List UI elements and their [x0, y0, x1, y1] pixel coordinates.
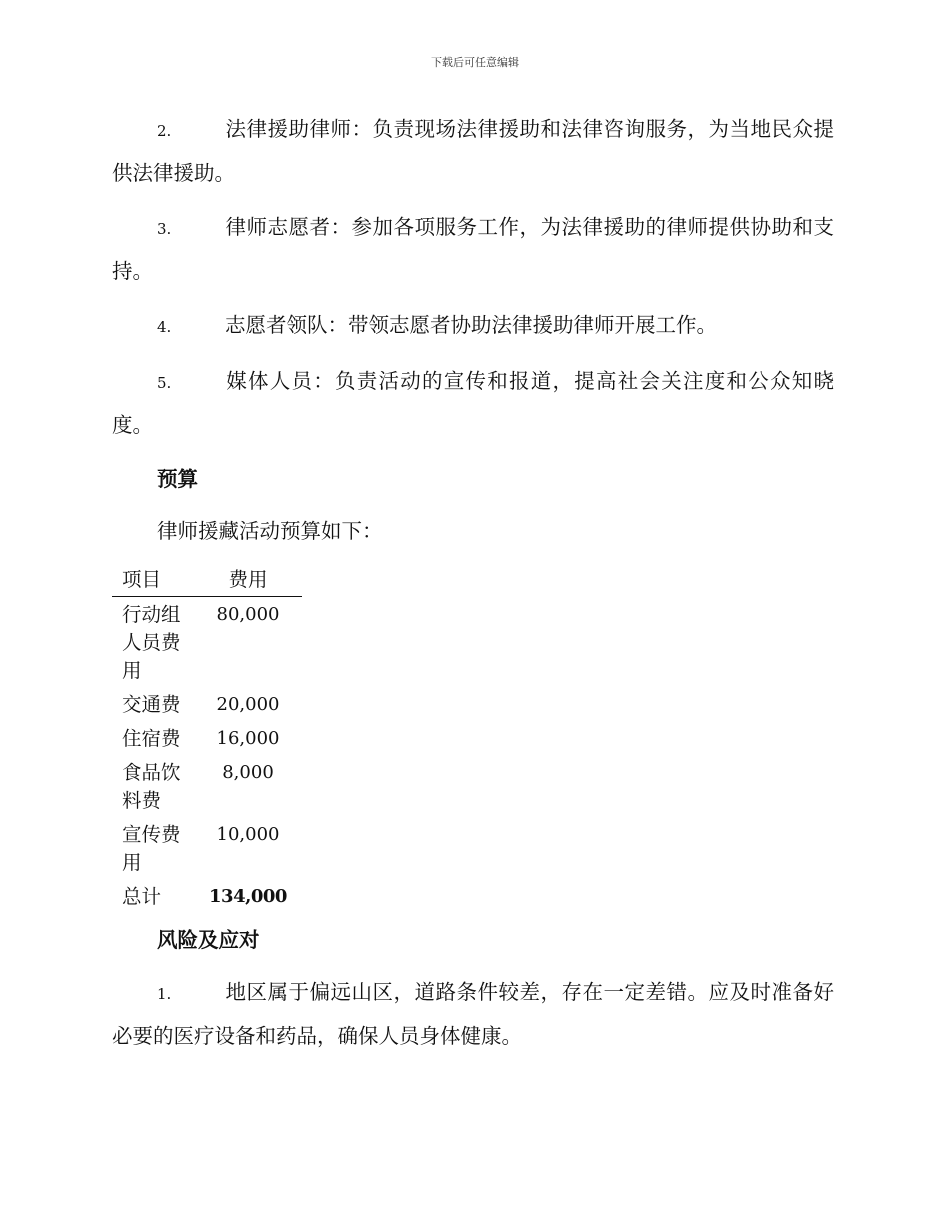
paragraph-text: 媒体人员：负责活动的宣传和报道，提高社会关注度和公众知晓度。: [112, 369, 834, 437]
table-row: [112, 687, 302, 721]
paragraph-text: 地区属于偏远山区，道路条件较差，存在一定差错。应及时准备好必要的医疗设备和药品，确保人员身体健康。: [112, 980, 834, 1048]
budget-item: 交通费: [122, 693, 181, 716]
paragraph-text: 律师志愿者：参加各项服务工作，为法律援助的律师提供协助和支持。: [112, 215, 834, 283]
role-paragraph-3: [112, 206, 834, 292]
column-header-item: 项目: [112, 564, 194, 597]
budget-cost: 8,000: [222, 762, 274, 783]
table-row: [112, 721, 302, 755]
table-row: [112, 755, 302, 817]
page-header-note: 下载后可任意编辑: [431, 56, 519, 69]
budget-total-label: 总计: [122, 885, 162, 908]
budget-total-cost: 134,000: [209, 886, 287, 907]
budget-item: 住宿费: [122, 727, 181, 750]
budget-intro: 律师援藏活动预算如下：: [157, 519, 383, 543]
list-number: 3.: [157, 220, 172, 238]
role-paragraph-2: [112, 108, 834, 194]
budget-cost: 20,000: [216, 694, 280, 715]
paragraph-text: 志愿者领队：带领志愿者协助法律援助律师开展工作。: [225, 313, 717, 337]
budget-item: 宣传费用: [122, 823, 181, 874]
budget-cost: 16,000: [216, 728, 280, 749]
list-number: 2.: [157, 122, 172, 140]
column-header-cost: 费用: [194, 564, 302, 597]
budget-item: 行动组人员费用: [122, 603, 181, 682]
budget-cost: 10,000: [216, 824, 280, 845]
budget-heading: 预算: [157, 467, 198, 491]
risk-paragraph-1: [112, 971, 834, 1057]
table-header-row: [112, 564, 302, 597]
paragraph-text: 法律援助律师：负责现场法律援助和法律咨询服务，为当地民众提供法律援助。: [112, 117, 834, 185]
budget-item: 食品饮料费: [122, 761, 181, 812]
document-body: [112, 108, 834, 1069]
table-row: [112, 597, 302, 688]
list-number: 1.: [157, 985, 172, 1003]
role-paragraph-5: [112, 360, 834, 446]
table-row-total: [112, 879, 302, 913]
table-row: [112, 817, 302, 879]
role-paragraph-4: [112, 304, 834, 348]
list-number: 5.: [157, 374, 172, 392]
list-number: 4.: [157, 318, 172, 336]
budget-table: [112, 564, 302, 913]
risks-heading: 风险及应对: [157, 928, 260, 952]
budget-cost: 80,000: [216, 604, 280, 625]
